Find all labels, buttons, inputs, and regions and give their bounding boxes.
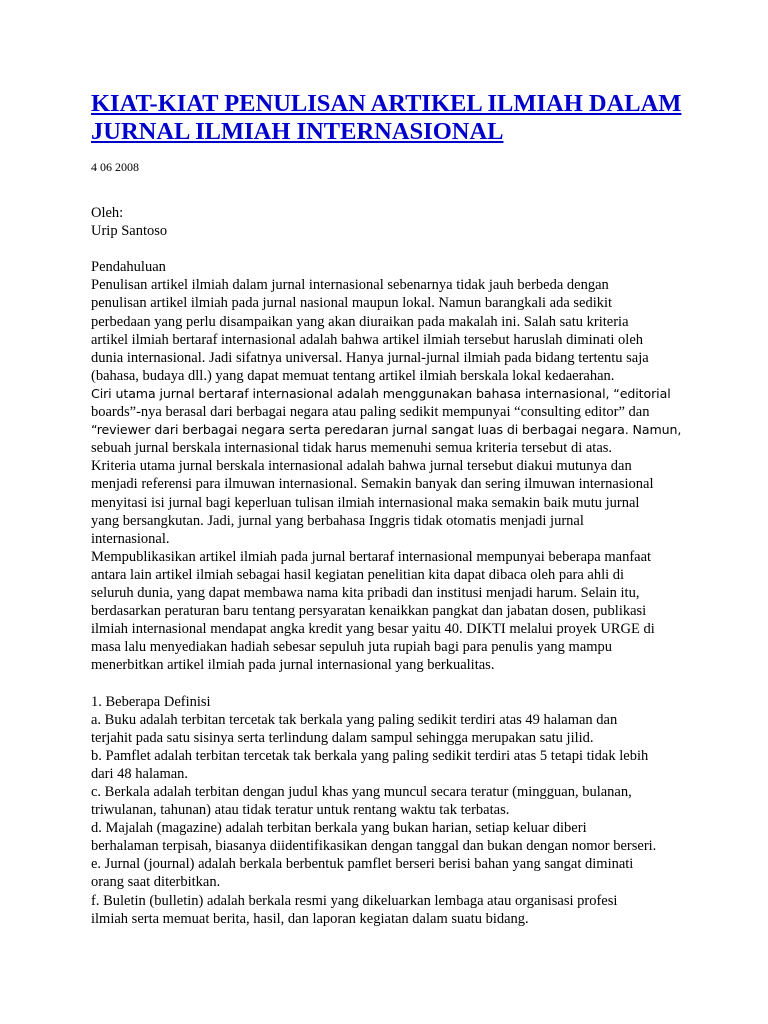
definition-line: dari 48 halaman. (91, 765, 189, 782)
paragraph-line: Penulisan artikel ilmiah dalam jurnal internasional sebenarnya tidak jauh berbeda dengan (91, 277, 609, 294)
definitions-list (91, 711, 691, 928)
definition-line: f. Buletin (bulletin) adalah berkala resmi yang dikeluarkan lembaga atau organisasi profesi (91, 892, 618, 909)
intro-paragraph (91, 276, 691, 385)
paragraph-line: menerbitkan artikel ilmiah pada jurnal internasional yang berkualitas. (91, 657, 495, 674)
paragraph-line: boards”-nya berasal dari berbagai negara atau paling sedikit mempunyai “consulting editor” dan (91, 404, 650, 421)
benefit-paragraph (91, 548, 691, 675)
paragraph-line: Ciri utama jurnal bertaraf internasional adalah menggunakan bahasa internasional, “editorial (91, 385, 671, 401)
spacer (91, 674, 691, 692)
paragraph-line: artikel ilmiah bertaraf internasional adalah bahwa artikel ilmiah tersebut haruslah diminati oleh (91, 331, 644, 348)
paragraph-line: dunia internasional. Jadi sifatnya universal. Hanya jurnal-jurnal ilmiah pada bidang tertentu saja (91, 349, 649, 366)
definition-line: d. Majalah (magazine) adalah terbitan berkala yang bukan harian, setiap keluar diberi (91, 820, 587, 837)
definition-line: berhalaman terpisah, biasanya diidentifikasikan dengan tanggal dan bukan dengan nomor berseri. (91, 838, 657, 855)
paragraph-line: masa lalu menyediakan hadiah sebesar sepuluh juta rupiah bagi para penulis yang mampu (91, 639, 613, 656)
article-title-link[interactable] (91, 90, 691, 146)
definition-line: a. Buku adalah terbitan tercetak tak berkala yang paling sedikit terdiri atas 49 halaman dan (91, 711, 618, 728)
author-name: Urip Santoso (91, 223, 168, 240)
article-date: 4 06 2008 (91, 160, 139, 174)
definition-line: ilmiah serta memuat berita, hasil, dan laporan kegiatan dalam suatu bidang. (91, 910, 529, 927)
article-title-line-2[interactable]: JURNAL ILMIAH INTERNASIONAL (91, 118, 504, 145)
article-body (91, 204, 691, 928)
section-heading-definitions: 1. Beberapa Definisi (91, 693, 211, 710)
paragraph-line: perbedaan yang perlu disampaikan yang akan diuraikan pada makalah ini. Salah satu kriteria (91, 313, 629, 330)
paragraph-line: menyitasi isi jurnal bagi keperluan tulisan ilmiah internasional maka semakin baik mutu jurnal (91, 494, 640, 511)
paragraph-line: “reviewer dari berbagai negara serta peredaran jurnal sangat luas di berbagai negara. Namun, (91, 422, 682, 438)
paragraph-line: sebuah jurnal berskala internasional tidak harus memenuhi semua kriteria tersebut di atas. (91, 440, 613, 457)
paragraph-line: menjadi referensi para ilmuwan internasional. Semakin banyak dan sering ilmuwan internasional (91, 476, 654, 493)
definition-line: terjahit pada satu sisinya serta terlindung dalam sampul sehingga merupakan satu jilid. (91, 729, 594, 746)
byline-label: Oleh: (91, 205, 124, 221)
definition-line: c. Berkala adalah terbitan dengan judul khas yang muncul secara teratur (mingguan, bulanan, (91, 784, 632, 800)
definition-line: triwulanan, tahunan) atau tidak teratur untuk rentang waktu tak terbatas. (91, 802, 510, 819)
paragraph-line: berdasarkan peraturan baru tentang persyaratan kenaikkan pangkat dan jabatan dosen, publikasi (91, 603, 647, 620)
paragraph-line: internasional. (91, 530, 170, 547)
definition-line: e. Jurnal (journal) adalah berkala berbentuk pamflet berseri berisi bahan yang sangat diminati (91, 856, 634, 873)
definition-line: b. Pamflet adalah terbitan tercetak tak berkala yang paling sedikit terdiri atas 5 tetapi tidak lebih (91, 747, 649, 764)
paragraph-line: ilmiah internasional mendapat angka kredit yang besar yaitu 40. DIKTI melalui proyek URGE di (91, 621, 655, 638)
paragraph-line: (bahasa, budaya dll.) yang dapat memuat tentang artikel ilmiah berskala lokal kedaerahan. (91, 367, 615, 384)
criteria-paragraph (91, 385, 691, 548)
spacer (91, 240, 691, 258)
paragraph-line: yang bersangkutan. Jadi, jurnal yang berbahasa Inggris tidak otomatis menjadi jurnal (91, 512, 584, 529)
paragraph-line: Kriteria utama jurnal berskala internasional adalah bahwa jurnal tersebut diakui mutunya dan (91, 458, 632, 475)
paragraph-line: Mempublikasikan artikel ilmiah pada jurnal bertaraf internasional mempunyai beberapa manfaat (91, 548, 652, 565)
paragraph-line: seluruh dunia, yang dapat membawa nama kita pribadi dan institusi menjadi harum. Selain itu, (91, 584, 640, 601)
definition-line: orang saat diterbitkan. (91, 874, 221, 891)
paragraph-line: penulisan artikel ilmiah pada jurnal nasional maupun lokal. Namun barangkali ada sedikit (91, 295, 613, 312)
article-title-line-1[interactable]: KIAT-KIAT PENULISAN ARTIKEL ILMIAH DALAM (91, 90, 682, 117)
section-heading-intro: Pendahuluan (91, 259, 166, 276)
paragraph-line: antara lain artikel ilmiah sebagai hasil kegiatan penelitian kita dapat dibaca oleh para ahli di (91, 566, 625, 583)
